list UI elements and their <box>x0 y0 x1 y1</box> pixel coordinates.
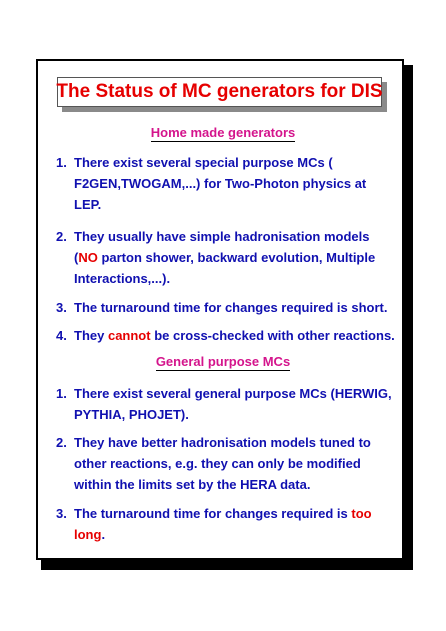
title-frame <box>57 77 382 107</box>
item-number: 4. <box>56 328 67 343</box>
item-number: 2. <box>56 435 67 450</box>
section-heading-text: General purpose MCs <box>155 354 291 369</box>
item-text-tail: be cross-checked with other reactions. <box>150 328 395 343</box>
item-text: There exist several general purpose MCs (HERWIG, PYTHIA, PHOJET). <box>74 386 392 422</box>
item-text-lead: They <box>74 328 108 343</box>
item-number: 2. <box>56 229 67 244</box>
item-number: 1. <box>56 155 67 170</box>
list-item-general-3 <box>56 503 396 545</box>
item-text-tail: . <box>101 527 106 542</box>
item-text: They have better hadronisation models tuned to other reactions, e.g. they can only be modified within the limits set by the HERA data. <box>74 435 371 492</box>
slide-title: The Status of MC generators for DIS <box>56 81 383 102</box>
item-text <box>74 325 396 346</box>
list-item-general-1 <box>56 383 396 425</box>
list-item-home-2 <box>56 226 396 289</box>
list-item-home-1 <box>56 152 396 215</box>
item-text <box>74 226 396 289</box>
item-text-lead: The turnaround time for changes required is <box>74 506 352 521</box>
item-highlight: NO <box>78 250 98 265</box>
item-text: The turnaround time for changes required is short. <box>74 300 388 315</box>
list-item-general-2 <box>56 432 396 495</box>
section-heading-home-made <box>0 125 446 140</box>
list-item-home-3 <box>56 297 396 318</box>
item-number: 3. <box>56 300 67 315</box>
item-text-tail: parton shower, backward evolution, Multiple Interactions,...). <box>74 250 376 286</box>
item-highlight: too long <box>74 506 372 542</box>
item-text <box>74 503 396 545</box>
item-number: 1. <box>56 386 67 401</box>
item-number: 3. <box>56 506 67 521</box>
section-heading-text: Home made generators <box>150 125 296 140</box>
item-highlight: cannot <box>107 328 151 343</box>
list-item-home-4 <box>56 325 396 346</box>
item-text-lead: They usually have simple hadronisation models ( <box>74 229 370 265</box>
title-box <box>57 77 382 107</box>
section-heading-general-purpose <box>0 354 446 369</box>
item-text: There exist several special purpose MCs ( F2GEN,TWOGAM,...) for Two-Photon physics at LEP. <box>74 155 367 212</box>
